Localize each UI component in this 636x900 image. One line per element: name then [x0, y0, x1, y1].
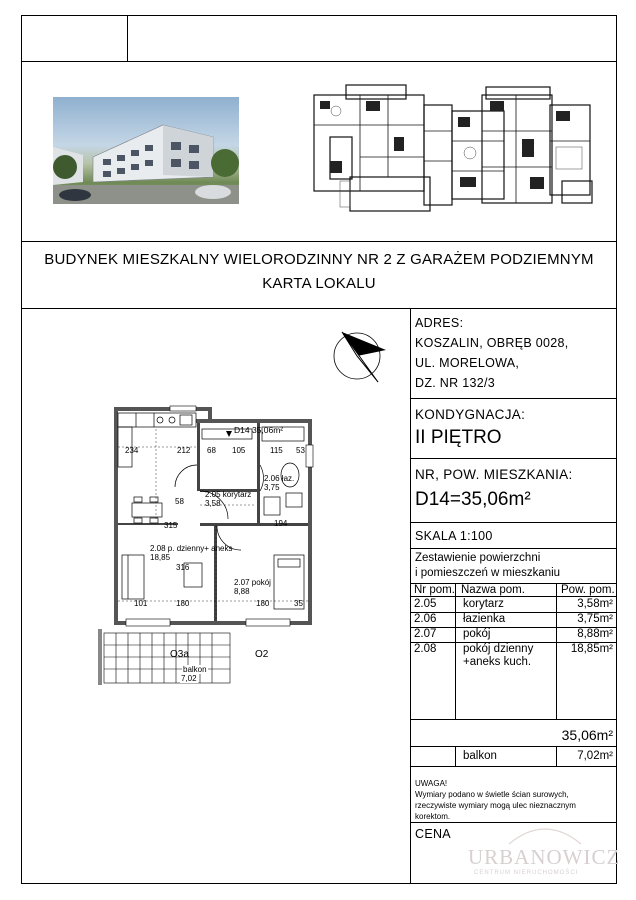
table-col-2 [556, 583, 557, 719]
north-arrow-icon [330, 328, 390, 389]
address-line-2: UL. MORELOWA, [415, 356, 520, 370]
row-area: 3,58m² [577, 598, 613, 610]
balcony-col-2 [556, 746, 557, 766]
address-line-3: DZ. NR 132/3 [415, 376, 496, 390]
plan-room-206: 2.06 łaz. [264, 474, 295, 483]
watermark-subtext: CENTRUM NIERUCHOMOŚCI [474, 870, 579, 876]
table-caption-1: Zestawienie powierzchni [415, 552, 541, 564]
plan-room-207-area: 8,88 [234, 587, 250, 596]
floor-value: II PIĘTRO [415, 427, 502, 448]
dim-9: 194 [274, 519, 288, 528]
dim-5: 115 [270, 446, 283, 455]
apartment-value: D14=35,06m² [415, 489, 531, 510]
row-name: korytarz [463, 598, 504, 610]
plan-balcony-area: 7,02 [181, 674, 197, 683]
row-name-line-2: +aneks kuch. [463, 656, 532, 668]
plan-room-205: 2.05 korytarz [205, 490, 252, 499]
dim-10: 316 [176, 563, 190, 572]
plan-unit-label: D14 35,06m² [234, 425, 284, 435]
total-area: 35,06m² [561, 727, 613, 743]
window-label-o2: O2 [255, 649, 269, 660]
dim-1: 234 [125, 446, 139, 455]
row-area: 18,85m² [570, 643, 613, 655]
row-nr: 2.06 [414, 613, 437, 625]
row-nr: 2.07 [414, 628, 437, 640]
scale-label: SKALA 1:100 [415, 529, 493, 543]
dim-3: 68 [207, 446, 216, 455]
table-total-top [410, 719, 617, 720]
plan-room-208-area: 18,85 [150, 553, 171, 562]
window-label-o3a: O3a [170, 649, 189, 660]
row-name: pokój [463, 628, 491, 640]
notes-line-3: korektom. [415, 812, 451, 821]
row-area: 8,88m² [577, 628, 613, 640]
notes-line-2: rzeczywiste wymiary mogą ulec nieznacznym [415, 801, 576, 810]
building-floor-overview-plan [300, 81, 602, 223]
balcony-label: balkon [463, 750, 497, 762]
row-area: 3,75m² [577, 613, 613, 625]
dim-8: 315 [164, 521, 178, 530]
row-name: łazienka [463, 613, 506, 625]
floor-heading: KONDYGNACJA: [415, 407, 526, 422]
row-nr: 2.08 [414, 643, 437, 655]
table-header-bottom [410, 596, 617, 597]
header-divider [21, 61, 617, 62]
row-nr: 2.05 [414, 598, 437, 610]
title-bottom-divider [21, 308, 617, 309]
dim-12: 180 [176, 599, 190, 608]
balcony-area: 7,02m² [577, 750, 613, 762]
notes-heading: UWAGA! [415, 779, 448, 788]
divider-floor [410, 458, 617, 459]
address-line-1: KOSZALIN, OBRĘB 0028, [415, 336, 569, 350]
dim-6: 53 [296, 446, 305, 455]
notes-line-1: Wymiary podano w świetle ścian surowych, [415, 790, 569, 799]
dim-11: 101 [134, 599, 148, 608]
dim-13: 180 [256, 599, 270, 608]
plan-room-206-area: 3,75 [264, 483, 280, 492]
dim-14: 35 [294, 599, 303, 608]
document-subtitle: KARTA LOKALU [262, 275, 376, 292]
divider-apartment [410, 522, 617, 523]
document-title: BUDYNEK MIESZKALNY WIELORODZINNY NR 2 Z GARAŻEM PODZIEMNYM [44, 251, 594, 268]
price-label: CENA [415, 827, 451, 841]
header-cell-divider [127, 15, 128, 61]
table-balcony-bottom [410, 766, 617, 767]
dim-7: 58 [175, 497, 184, 506]
divider-address [410, 398, 617, 399]
header-area: Pow. pom. [561, 584, 615, 596]
plan-room-208: 2.08 p. dzienny+ aneks [150, 544, 233, 553]
divider-scale [410, 548, 617, 549]
plan-room-205-area: 3,58 [205, 499, 221, 508]
apartment-heading: NR, POW. MIESZKANIA: [415, 467, 573, 482]
dim-2: 212 [177, 446, 191, 455]
watermark-text: URBANOWICZ [468, 845, 621, 869]
plan-balcony-label: balkon [183, 665, 207, 674]
header-nr: Nr pom. [414, 584, 455, 596]
plan-room-207: 2.07 pokój [234, 578, 271, 587]
header-name: Nazwa pom. [461, 584, 525, 596]
balcony-col-1 [455, 746, 456, 766]
table-col-1 [455, 583, 456, 719]
row-name: pokój dzienny [463, 643, 534, 655]
table-total-bottom [410, 746, 617, 747]
address-heading: ADRES: [415, 316, 464, 330]
building-rendering-photo [53, 97, 239, 204]
dim-4: 105 [232, 446, 246, 455]
title-top-divider [21, 241, 617, 242]
table-caption-2: i pomieszczeń w mieszkaniu [415, 567, 561, 579]
